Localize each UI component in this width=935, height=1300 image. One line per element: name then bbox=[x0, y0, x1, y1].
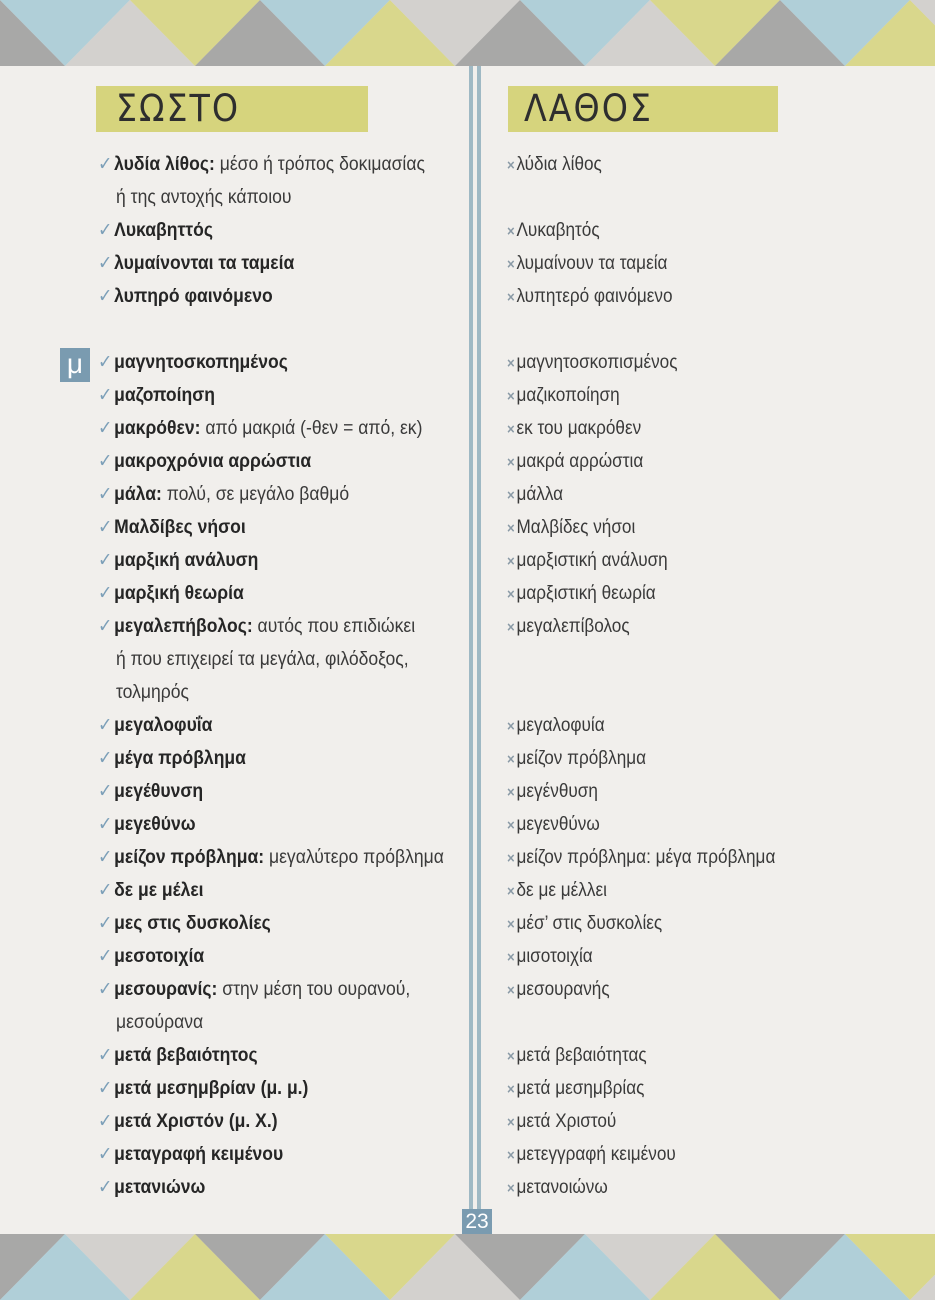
entry-text: μετά Χριστού bbox=[516, 1110, 617, 1132]
wrong-entry bbox=[507, 709, 824, 742]
entry-text: μετεγγραφή κειμένου bbox=[516, 1143, 676, 1165]
entry-definition: πολύ, σε μεγάλο βαθμό bbox=[161, 483, 350, 505]
correct-entry bbox=[98, 478, 433, 511]
entry-text: μαρξιστική θεωρία bbox=[516, 582, 656, 604]
correct-entry bbox=[98, 445, 433, 478]
checkmark-icon: ✓ bbox=[98, 220, 113, 241]
cross-icon: × bbox=[507, 223, 515, 240]
correct-entry bbox=[98, 907, 433, 940]
cross-icon: × bbox=[507, 1180, 515, 1197]
correct-column-header: ΣΩΣΤΟ bbox=[96, 86, 368, 132]
correct-entry bbox=[98, 973, 433, 1006]
correct-entry bbox=[98, 874, 433, 907]
entry-term: λυδία λίθος: bbox=[114, 153, 215, 175]
wrong-entry bbox=[507, 775, 824, 808]
entry-text: μεγαλεπίβολος bbox=[516, 615, 630, 637]
blank-line bbox=[507, 643, 824, 676]
cross-icon: × bbox=[507, 718, 515, 735]
entry-term: λυμαίνονται τα ταμεία bbox=[114, 252, 295, 274]
correct-entry-continuation bbox=[98, 181, 433, 214]
checkmark-icon: ✓ bbox=[98, 814, 113, 835]
cross-icon: × bbox=[507, 949, 515, 966]
wrong-usage-list bbox=[507, 148, 867, 1204]
wrong-entry bbox=[507, 841, 824, 874]
entry-term: μεγέθυνση bbox=[114, 780, 204, 802]
checkmark-icon: ✓ bbox=[98, 1078, 113, 1099]
blank-line bbox=[98, 313, 433, 346]
wrong-entry bbox=[507, 1039, 824, 1072]
entry-term: μεταγραφή κειμένου bbox=[114, 1143, 284, 1165]
wrong-entry bbox=[507, 247, 824, 280]
cross-icon: × bbox=[507, 157, 515, 174]
entry-definition: στην μέση του ουρανού, bbox=[217, 978, 411, 1000]
entry-definition: ή της αντοχής κάποιου bbox=[116, 186, 292, 208]
checkmark-icon: ✓ bbox=[98, 880, 113, 901]
cross-icon: × bbox=[507, 784, 515, 801]
correct-entry bbox=[98, 841, 444, 874]
wrong-entry bbox=[507, 907, 824, 940]
cross-icon: × bbox=[507, 355, 515, 372]
entry-term: μεσοτοιχία bbox=[114, 945, 205, 967]
checkmark-icon: ✓ bbox=[98, 286, 113, 307]
wrong-entry bbox=[507, 346, 824, 379]
checkmark-icon: ✓ bbox=[98, 253, 113, 274]
cross-icon: × bbox=[507, 520, 515, 537]
entry-text: μείζον πρόβλημα bbox=[516, 747, 647, 769]
wrong-entry bbox=[507, 445, 824, 478]
correct-entry bbox=[98, 709, 433, 742]
entry-term: μαγνητοσκοπημένος bbox=[114, 351, 288, 373]
checkmark-icon: ✓ bbox=[98, 154, 113, 175]
wrong-entry bbox=[507, 511, 824, 544]
cross-icon: × bbox=[507, 817, 515, 834]
decorative-triangle-band-top bbox=[0, 0, 935, 66]
entry-text: Μαλβίδες νήσοι bbox=[516, 516, 636, 538]
correct-entry bbox=[98, 346, 433, 379]
wrong-entry bbox=[507, 148, 824, 181]
cross-icon: × bbox=[507, 1114, 515, 1131]
entry-text: δε με μέλλει bbox=[516, 879, 607, 901]
entry-term: μέγα πρόβλημα bbox=[114, 747, 246, 769]
checkmark-icon: ✓ bbox=[98, 583, 113, 604]
entry-term: μακρόθεν: bbox=[114, 417, 201, 439]
entry-text: μετά μεσημβρίας bbox=[516, 1077, 645, 1099]
blank-line bbox=[507, 181, 824, 214]
entry-text: λυμαίνουν τα ταμεία bbox=[516, 252, 668, 274]
correct-entry bbox=[98, 775, 433, 808]
entry-definition: μέσο ή τρόπος δοκιμασίας bbox=[214, 153, 425, 175]
entry-term: μαρξική θεωρία bbox=[114, 582, 244, 604]
entry-term: μεγεθύνω bbox=[114, 813, 196, 835]
checkmark-icon: ✓ bbox=[98, 616, 113, 637]
correct-entry bbox=[98, 940, 433, 973]
cross-icon: × bbox=[507, 1081, 515, 1098]
checkmark-icon: ✓ bbox=[98, 979, 113, 1000]
checkmark-icon: ✓ bbox=[98, 1045, 113, 1066]
correct-entry bbox=[98, 1039, 433, 1072]
decorative-triangle-band-bottom bbox=[0, 1234, 935, 1300]
entry-text: λύδια λίθος bbox=[516, 153, 602, 175]
entry-term: μετανιώνω bbox=[114, 1176, 206, 1198]
correct-entry bbox=[98, 379, 433, 412]
entry-text: μαγνητοσκοπισμένος bbox=[516, 351, 678, 373]
correct-entry bbox=[98, 1072, 433, 1105]
correct-entry bbox=[98, 148, 433, 181]
cross-icon: × bbox=[507, 388, 515, 405]
checkmark-icon: ✓ bbox=[98, 1111, 113, 1132]
entry-text: μετά βεβαιότητας bbox=[516, 1044, 647, 1066]
wrong-entry bbox=[507, 1138, 824, 1171]
section-letter-badge: μ bbox=[60, 348, 90, 382]
correct-entry bbox=[98, 280, 433, 313]
checkmark-icon: ✓ bbox=[98, 1144, 113, 1165]
correct-entry bbox=[98, 412, 433, 445]
entry-term: μετά μεσημβρίαν (μ. μ.) bbox=[114, 1077, 309, 1099]
page-number: 23 bbox=[462, 1209, 492, 1234]
wrong-entry bbox=[507, 280, 824, 313]
checkmark-icon: ✓ bbox=[98, 748, 113, 769]
cross-icon: × bbox=[507, 256, 515, 273]
wrong-column-header: ΛΑΘΟΣ bbox=[508, 86, 778, 132]
checkmark-icon: ✓ bbox=[98, 913, 113, 934]
checkmark-icon: ✓ bbox=[98, 1177, 113, 1198]
correct-entry bbox=[98, 742, 433, 775]
entry-term: μάλα: bbox=[114, 483, 162, 505]
checkmark-icon: ✓ bbox=[98, 352, 113, 373]
checkmark-icon: ✓ bbox=[98, 715, 113, 736]
blank-line bbox=[507, 1006, 824, 1039]
entry-definition: από μακριά (-θεν = από, εκ) bbox=[200, 417, 423, 439]
cross-icon: × bbox=[507, 289, 515, 306]
checkmark-icon: ✓ bbox=[98, 946, 113, 967]
entry-text: μεγενθύνω bbox=[516, 813, 600, 835]
entry-definition: μεσούρανα bbox=[116, 1011, 204, 1033]
entry-term: μεγαλεπήβολος: bbox=[114, 615, 253, 637]
cross-icon: × bbox=[507, 619, 515, 636]
entry-text: μάλλα bbox=[516, 483, 564, 505]
entry-text: μεγένθυση bbox=[516, 780, 598, 802]
entry-text: μαζικοποίηση bbox=[516, 384, 620, 406]
entry-term: μεγαλοφυΐα bbox=[114, 714, 213, 736]
wrong-entry bbox=[507, 1105, 824, 1138]
cross-icon: × bbox=[507, 982, 515, 999]
entry-term: Λυκαβηττός bbox=[114, 219, 213, 241]
correct-entry bbox=[98, 1138, 433, 1171]
entry-term: μετά βεβαιότητος bbox=[114, 1044, 258, 1066]
entry-term: μείζον πρόβλημα: bbox=[114, 846, 265, 868]
entry-term: Μαλδίβες νήσοι bbox=[114, 516, 246, 538]
entry-definition: ή που επιχειρεί τα μεγάλα, φιλόδοξος, bbox=[116, 648, 409, 670]
wrong-entry bbox=[507, 874, 824, 907]
cross-icon: × bbox=[507, 553, 515, 570]
checkmark-icon: ✓ bbox=[98, 517, 113, 538]
wrong-entry bbox=[507, 379, 824, 412]
checkmark-icon: ✓ bbox=[98, 484, 113, 505]
wrong-entry bbox=[507, 1171, 824, 1204]
cross-icon: × bbox=[507, 751, 515, 768]
correct-entry bbox=[98, 577, 433, 610]
cross-icon: × bbox=[507, 421, 515, 438]
correct-entry-continuation bbox=[98, 676, 433, 709]
entry-text: μακρά αρρώστια bbox=[516, 450, 644, 472]
wrong-entry bbox=[507, 577, 824, 610]
entry-term: μαρξική ανάλυση bbox=[114, 549, 259, 571]
entry-text: μεγαλοφυία bbox=[516, 714, 605, 736]
correct-entry bbox=[98, 544, 433, 577]
entry-text: μέσ’ στις δυσκολίες bbox=[516, 912, 663, 934]
wrong-entry bbox=[507, 808, 824, 841]
cross-icon: × bbox=[507, 487, 515, 504]
correct-entry-continuation bbox=[98, 643, 433, 676]
blank-line bbox=[507, 676, 824, 709]
correct-entry bbox=[98, 511, 433, 544]
column-divider-right-rule bbox=[477, 66, 481, 1234]
correct-entry bbox=[98, 610, 433, 643]
cross-icon: × bbox=[507, 1048, 515, 1065]
correct-usage-list bbox=[98, 148, 470, 1204]
cross-icon: × bbox=[507, 850, 515, 867]
entry-term: μαζοποίηση bbox=[114, 384, 215, 406]
entry-term: λυπηρό φαινόμενο bbox=[114, 285, 273, 307]
blank-line bbox=[507, 313, 824, 346]
entry-text: μείζον πρόβλημα: μέγα πρόβλημα bbox=[516, 846, 776, 868]
cross-icon: × bbox=[507, 454, 515, 471]
entry-text: μισοτοιχία bbox=[516, 945, 593, 967]
checkmark-icon: ✓ bbox=[98, 418, 113, 439]
wrong-entry bbox=[507, 478, 824, 511]
checkmark-icon: ✓ bbox=[98, 781, 113, 802]
wrong-entry bbox=[507, 940, 824, 973]
entry-definition: τολμηρός bbox=[116, 681, 189, 703]
entry-text: εκ του μακρόθεν bbox=[516, 417, 642, 439]
entry-definition: μεγαλύτερο πρόβλημα bbox=[264, 846, 444, 868]
entry-text: μαρξιστική ανάλυση bbox=[516, 549, 668, 571]
wrong-entry bbox=[507, 973, 824, 1006]
entry-definition: αυτός που επιδιώκει bbox=[252, 615, 416, 637]
entry-term: μεσουρανίς: bbox=[114, 978, 218, 1000]
wrong-entry bbox=[507, 742, 824, 775]
cross-icon: × bbox=[507, 586, 515, 603]
correct-entry bbox=[98, 1171, 433, 1204]
checkmark-icon: ✓ bbox=[98, 550, 113, 571]
correct-entry bbox=[98, 808, 433, 841]
entry-term: μετά Χριστόν (μ. Χ.) bbox=[114, 1110, 278, 1132]
wrong-entry bbox=[507, 610, 824, 643]
correct-entry bbox=[98, 214, 433, 247]
correct-entry-continuation bbox=[98, 1006, 433, 1039]
checkmark-icon: ✓ bbox=[98, 385, 113, 406]
entry-term: μακροχρόνια αρρώστια bbox=[114, 450, 312, 472]
checkmark-icon: ✓ bbox=[98, 847, 113, 868]
correct-entry bbox=[98, 247, 433, 280]
cross-icon: × bbox=[507, 916, 515, 933]
wrong-entry bbox=[507, 214, 824, 247]
entry-term: δε με μέλει bbox=[114, 879, 204, 901]
wrong-entry bbox=[507, 544, 824, 577]
entry-text: Λυκαβητός bbox=[516, 219, 600, 241]
correct-entry bbox=[98, 1105, 433, 1138]
entry-text: μετανοιώνω bbox=[516, 1176, 608, 1198]
entry-term: μες στις δυσκολίες bbox=[114, 912, 271, 934]
entry-text: λυπητερό φαινόμενο bbox=[516, 285, 673, 307]
wrong-entry bbox=[507, 412, 824, 445]
checkmark-icon: ✓ bbox=[98, 451, 113, 472]
cross-icon: × bbox=[507, 883, 515, 900]
entry-text: μεσουρανής bbox=[516, 978, 610, 1000]
cross-icon: × bbox=[507, 1147, 515, 1164]
wrong-entry bbox=[507, 1072, 824, 1105]
